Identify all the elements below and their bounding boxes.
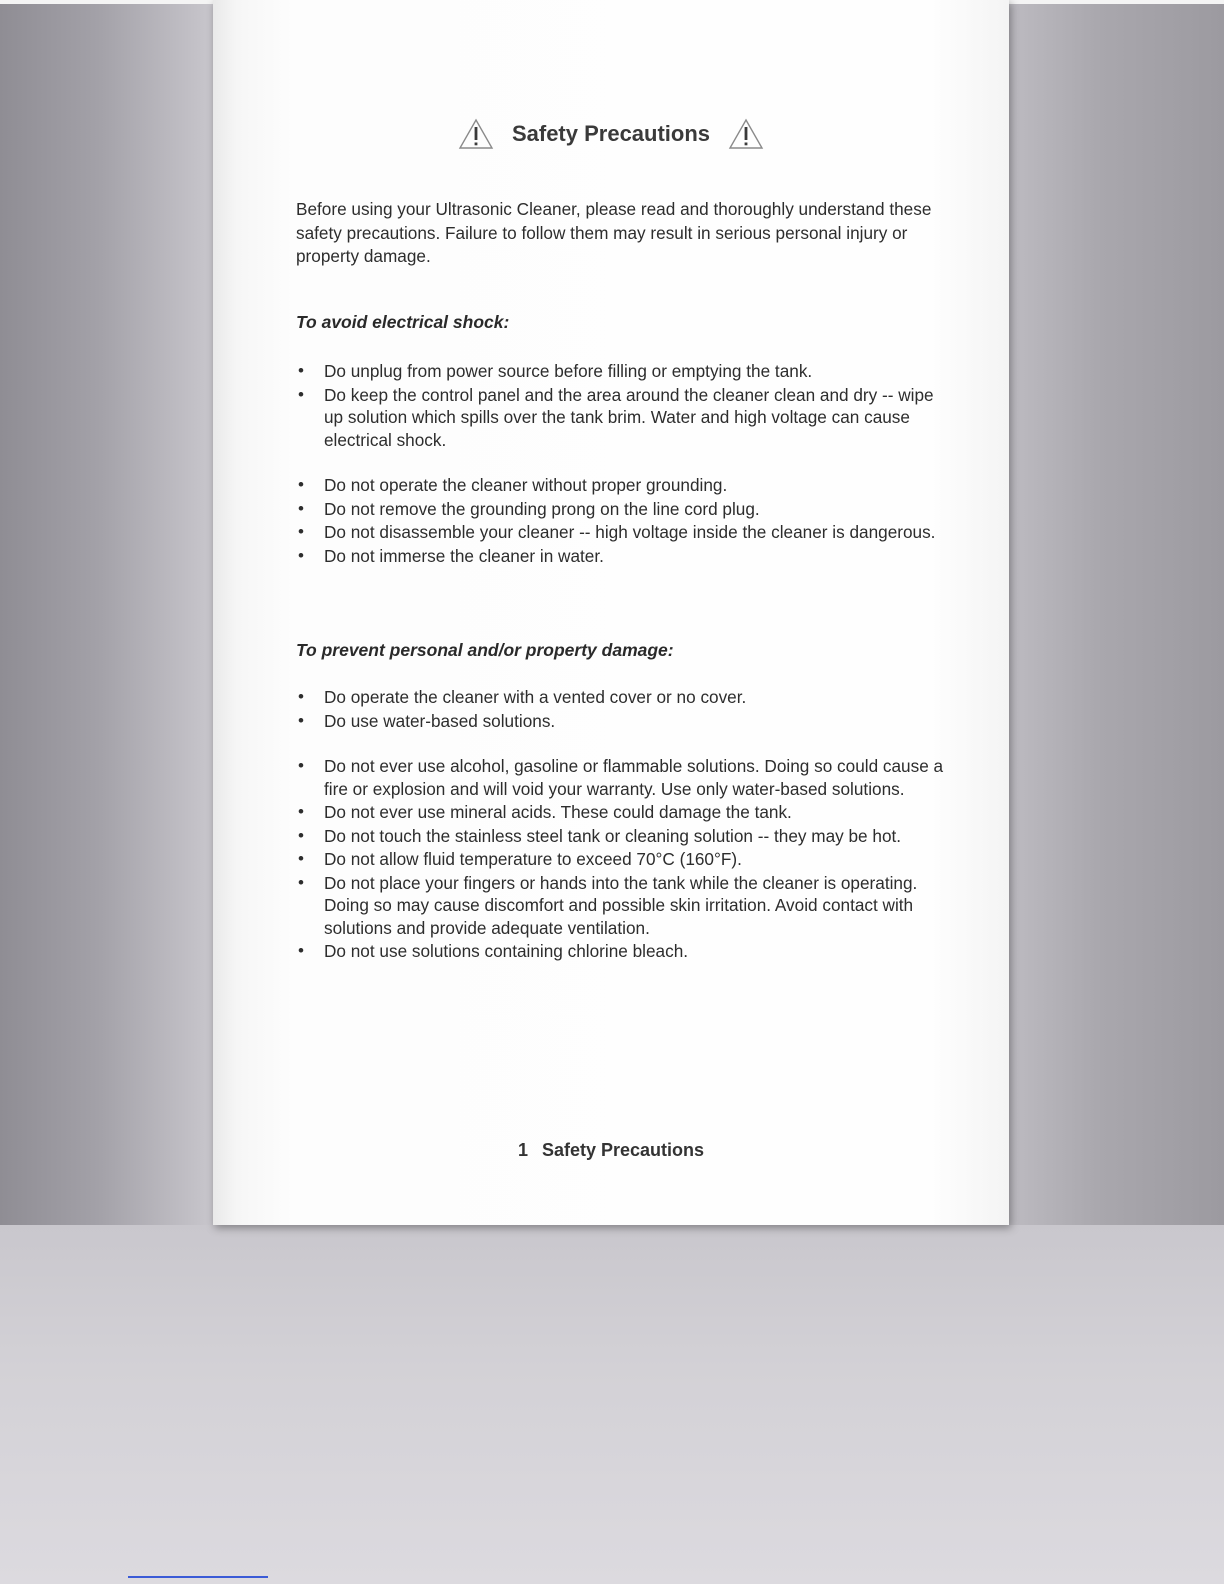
page-number: 1 [517,1140,528,1160]
list-item: • Do not disassemble your cleaner -- high voltage inside the cleaner is dangerous. [296,521,956,544]
background-surface [0,1225,1224,1584]
list-item: • Do use water-based solutions. [296,710,956,733]
list-item: • Do operate the cleaner with a vented cover or no cover. [296,686,956,709]
page-title-text: Safety Precautions [511,121,711,146]
list-item: • Do unplug from power source before filling or emptying the tank. [296,360,956,383]
underline-mark [128,1576,268,1578]
warning-triangle-icon [728,118,764,150]
list-item: • Do not ever use mineral acids. These could damage the tank. [296,801,956,824]
list-item: • Do not place your fingers or hands into the tank while the cleaner is operating. Doing so may cause discomfort and possible skin irritation. Avoid contact with solutions and provide adequate ventilation. [296,872,956,940]
list-item: • Do not touch the stainless steel tank or cleaning solution -- they may be hot. [296,825,956,848]
page-footer [213,1140,1009,1161]
electrical-list [296,360,956,568]
warning-triangle-icon [458,118,494,150]
list-item: • Do not use solutions containing chlorine bleach. [296,940,956,963]
list-item: • Do not immerse the cleaner in water. [296,545,956,568]
list-item: • Do not operate the cleaner without proper grounding. [296,474,956,497]
page-title [213,118,1009,150]
list-item: • Do keep the control panel and the area around the cleaner clean and dry -- wipe up solution which spills over the tank brim. Water and high voltage can cause electrical shock. [296,384,956,452]
footer-label: Safety Precautions [541,1140,705,1160]
list-item: • Do not allow fluid temperature to exceed 70°C (160°F). [296,848,956,871]
list-item: • Do not ever use alcohol, gasoline or flammable solutions. Doing so could cause a fire or explosion and will void your warranty. Use only water-based solutions. [296,755,956,800]
list-item: • Do not remove the grounding prong on the line cord plug. [296,498,956,521]
damage-list [296,686,956,964]
manual-page [213,0,1009,1225]
section-heading-damage: To prevent personal and/or property damage: [296,640,674,660]
intro-paragraph: Before using your Ultrasonic Cleaner, please read and thoroughly understand these safety precautions. Failure to follow them may result in serious personal injury or property damage. [296,199,932,266]
section-heading-electrical: To avoid electrical shock: [296,312,510,332]
